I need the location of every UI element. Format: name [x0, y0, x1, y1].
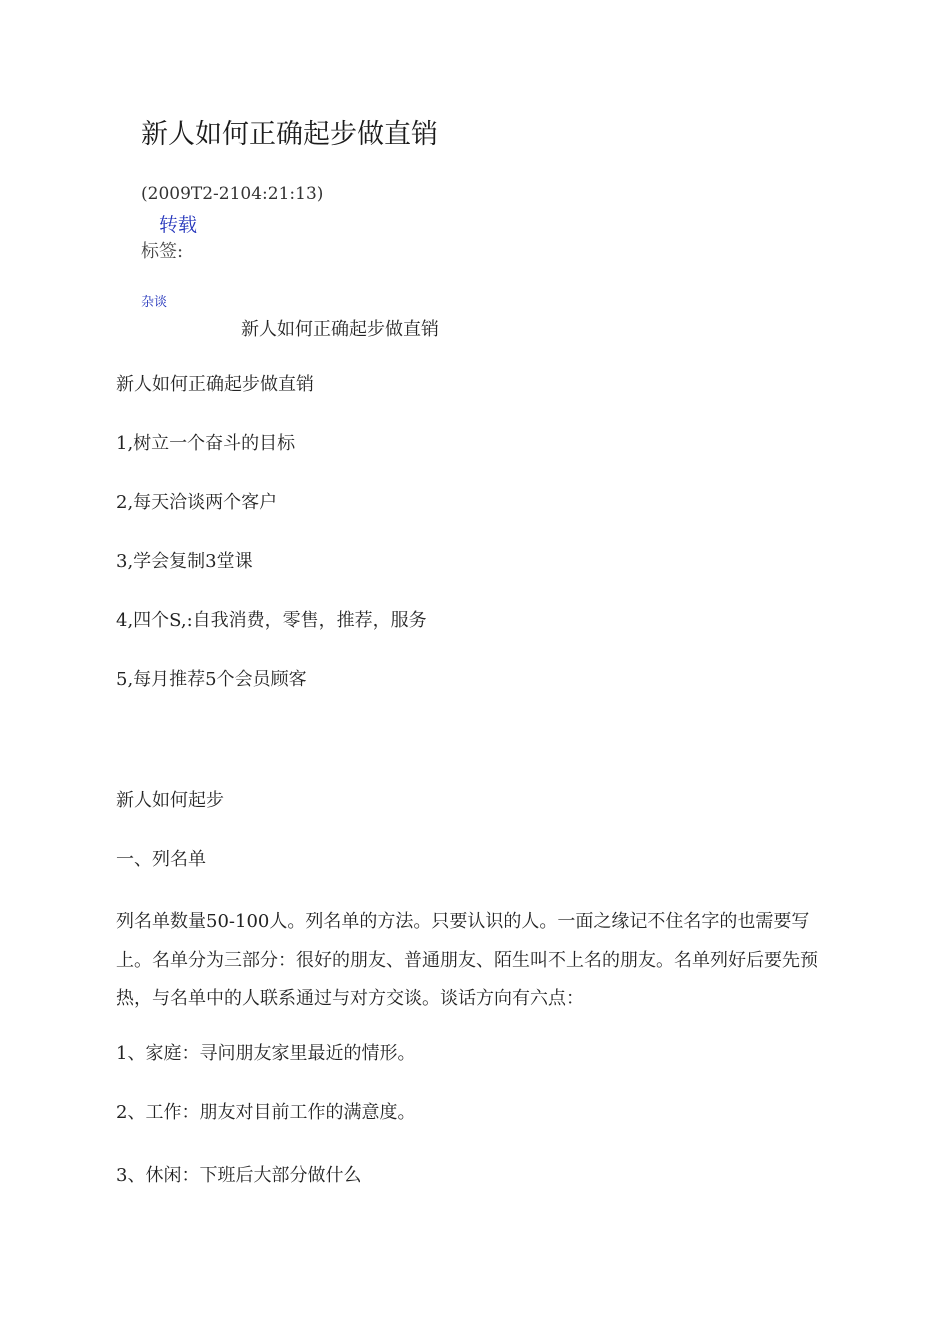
section-body: 列名单数量50-100人。列名单的方法。只要认识的人。一面之缘记不住名字的也需要写上。名单分为三部分：很好的朋友、普通朋友、陌生叫不上名的朋友。名单列好后要先预热，与名单中的人联系通过与对方交谈。谈话方向有六点：: [116, 911, 818, 1009]
list-item: 3,学会复制3堂课: [116, 551, 253, 572]
article-subtitle: 新人如何正确起步做直销: [241, 319, 439, 340]
page-title: 新人如何正确起步做直销: [141, 119, 438, 150]
section-heading: 新人如何起步: [116, 790, 224, 811]
list-item: 1、家庭：寻问朋友家里最近的情形。: [116, 1043, 416, 1064]
tag-link[interactable]: 杂谈: [141, 295, 168, 310]
repost-link[interactable]: 转载: [159, 214, 198, 236]
section-heading: 新人如何正确起步做直销: [116, 374, 314, 395]
list-item: 1,树立一个奋斗的目标: [116, 433, 296, 454]
section-title: 一、列名单: [116, 849, 206, 870]
list-item: 5,每月推荐5个会员顾客: [116, 669, 307, 690]
list-item: 3、休闲：下班后大部分做什么: [116, 1165, 362, 1186]
list-item: 4,四个S,:自我消费，零售，推荐，服务: [116, 610, 427, 631]
post-date: (2009T2-2104:21:13): [141, 184, 324, 204]
tags-label: 标签:: [141, 241, 184, 262]
list-item: 2、工作：朋友对目前工作的满意度。: [116, 1102, 416, 1123]
list-item: 2,每天洽谈两个客户: [116, 492, 278, 513]
